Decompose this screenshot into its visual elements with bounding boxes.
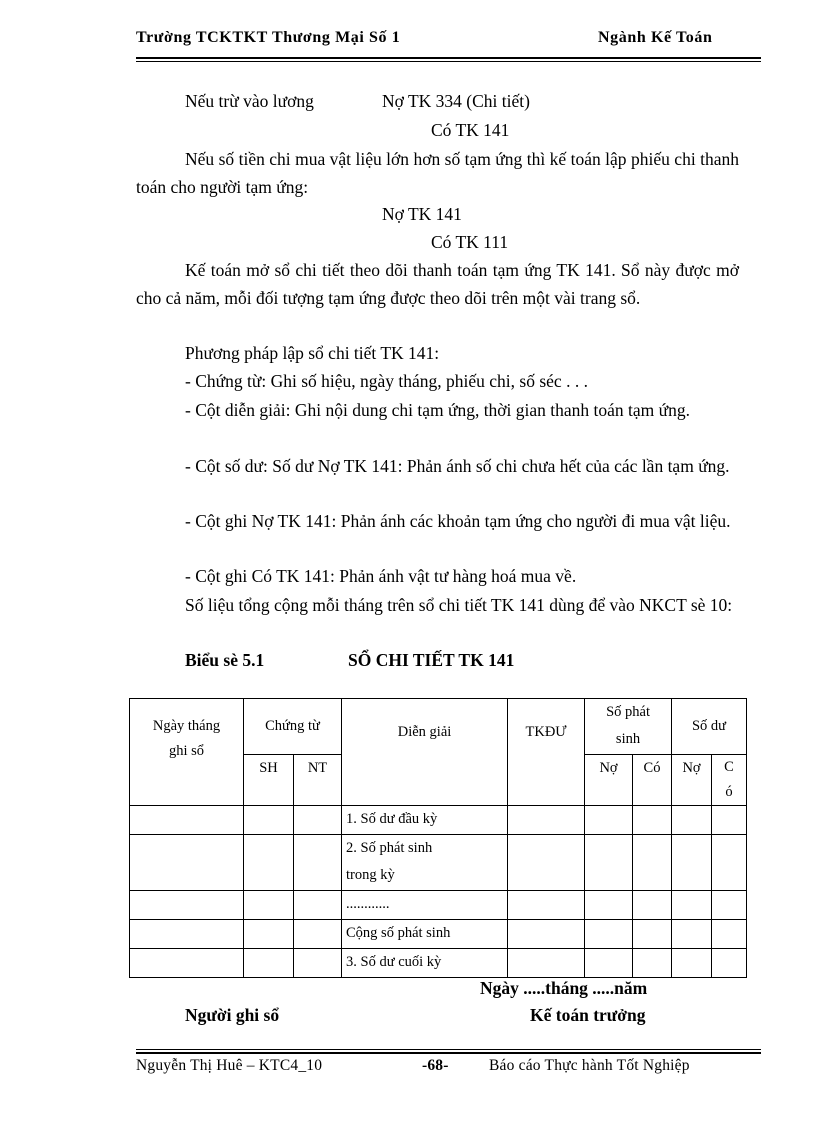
signature-chief-accountant: Kế toán trưởng (530, 1005, 646, 1025)
table-row (130, 920, 747, 949)
row-ellipsis: ............ (342, 891, 508, 920)
row-opening-balance: 1. Số dư đầu kỳ (342, 806, 508, 835)
header-arising-line1: Số phát (606, 704, 650, 720)
entry1-label: Nếu trừ vào lương (185, 91, 314, 111)
entry2-debit: Nợ TK 141 (382, 204, 462, 224)
row-arising-line1: 2. Số phát sinh (346, 840, 433, 856)
header-balance-debit: Nợ (672, 755, 712, 806)
footer-report-title: Báo cáo Thực hành Tốt Nghiệp (489, 1057, 690, 1074)
header-description: Diễn giải (342, 699, 508, 806)
header-rule-thick (136, 57, 761, 59)
table-row (130, 806, 747, 835)
paragraph-ledger-opening: Kế toán mở sổ chi tiết theo dõi thanh toán tạm ứng TK 141. Sổ này được mở cho cả năm, mỗi đối tượng tạm ứng được theo dõi trên một vài trang sổ. (136, 260, 739, 308)
header-balance-credit-line2: ó (725, 784, 733, 800)
row-total-arising: Cộng số phát sinh (342, 920, 508, 949)
header-balance-credit-line1: C (724, 759, 734, 775)
bullet-credit: - Cột ghi Có TK 141: Phản ánh vật tư hàng hoá mua về. (185, 566, 577, 586)
figure-label: Biểu sè 5.1 (185, 650, 265, 670)
row-closing-balance: 3. Số dư cuối kỳ (342, 949, 508, 978)
header-date-cell (130, 699, 244, 806)
header-arising-credit: Có (633, 755, 672, 806)
header-school: Trường TCKTKT Thương Mại Số 1 (136, 29, 401, 46)
bullet-balance: - Cột số dư: Số dư Nợ TK 141: Phản ánh số chi chưa hết của các lần tạm ứng. (185, 456, 730, 476)
footer-rule-thin (136, 1049, 761, 1050)
footer-page-number: -68- (422, 1057, 449, 1074)
header-voucher: Chứng từ (244, 699, 342, 755)
header-arising-debit: Nợ (585, 755, 633, 806)
table-row (130, 835, 747, 891)
header-department: Ngành Kế Toán (598, 29, 713, 46)
row-arising-cell (342, 835, 508, 891)
footer-author: Nguyễn Thị Huê – KTC4_10 (136, 1057, 323, 1074)
row-arising-line2: trong kỳ (346, 867, 395, 883)
footer-rule-thick (136, 1052, 761, 1054)
header-date-line1: Ngày tháng (152, 718, 221, 734)
signature-date: Ngày .....tháng .....năm (480, 978, 648, 998)
entry1-credit: Có TK 141 (431, 120, 510, 140)
paragraph-monthly-total: Số liệu tổng cộng mỗi tháng trên sổ chi tiết TK 141 dùng để vào NKCT sè 10: (185, 595, 733, 615)
method-title: Phương pháp lập sổ chi tiết TK 141: (185, 343, 440, 363)
entry2-credit: Có TK 111 (431, 232, 509, 252)
figure-title: SỔ CHI TIẾT TK 141 (348, 650, 515, 670)
bullet-voucher: - Chứng từ: Ghi số hiệu, ngày tháng, phiếu chi, số séc . . . (185, 371, 588, 391)
header-arising-line2: sinh (615, 731, 641, 747)
bullet-description: - Cột diễn giải: Ghi nội dung chi tạm ứng, thời gian thanh toán tạm ứng. (185, 400, 691, 420)
header-balance: Số dư (672, 699, 747, 755)
header-arising-cell (585, 699, 672, 755)
header-account: TKĐƯ (508, 699, 585, 806)
signature-recorder: Người ghi sổ (185, 1005, 280, 1025)
paragraph-purchase-exceeds: Nếu số tiền chi mua vật liệu lớn hơn số tạm ứng thì kế toán lập phiếu chi thanh toán cho người tạm ứng: (136, 149, 739, 197)
header-rule-thin (136, 61, 761, 62)
header-balance-credit (712, 755, 747, 806)
ledger-table (129, 698, 747, 978)
entry1-debit: Nợ TK 334 (Chi tiết) (382, 91, 530, 111)
header-nt: NT (294, 755, 342, 806)
table-row (130, 949, 747, 978)
header-date-line2: ghi sổ (168, 743, 205, 759)
header-sh: SH (244, 755, 294, 806)
bullet-debit: - Cột ghi Nợ TK 141: Phản ánh các khoản tạm ứng cho người đi mua vật liệu. (185, 511, 731, 531)
table-row (130, 891, 747, 920)
